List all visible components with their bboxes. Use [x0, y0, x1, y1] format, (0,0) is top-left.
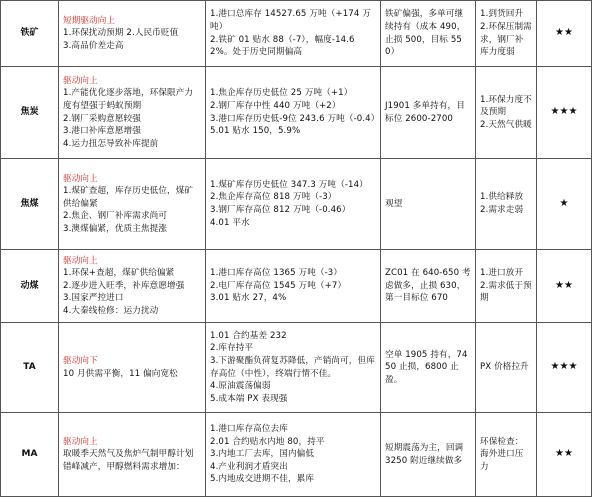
- data-line: 2.焦企库存高位 818 万吨（-3）: [210, 192, 337, 203]
- logic-cell: [59, 323, 206, 413]
- data-line: 1.煤矿库存历史低位 347.3 万吨（-14）: [210, 179, 368, 190]
- logic-cell: [59, 413, 206, 497]
- logic-line: 1.产能优化逐步落地，环保限产力度有望强于蚂蚁预期: [63, 88, 194, 111]
- logic-line: 3.港口补库意愿增强: [63, 126, 141, 137]
- position-line: ZC01 在 640-650 考虑做多，止损 630，第一目标位 670: [385, 268, 471, 304]
- rating-stars: ★★★: [537, 67, 592, 159]
- risk-line: 1.到货回升: [480, 9, 524, 20]
- risk-line: 2.环保压制需求，钢厂补库力度弱: [480, 21, 532, 58]
- risk-line: 1.进口放开: [480, 268, 524, 279]
- data-line: 3.港口库存历史低-9位 243.6 万吨（-0.4）: [210, 113, 380, 124]
- risk-cell: [476, 250, 537, 323]
- logic-line: 3.澳煤偏紧，优质主焦提涨: [63, 223, 168, 234]
- position-line: 铁矿偏强，多单可继续持有（成本 490，止损 500，目标 550）: [385, 9, 466, 58]
- data-line: 1.01 合约基差 232: [210, 330, 287, 341]
- logic-line: 3.高品价差走高: [63, 40, 124, 51]
- commodity-name: 焦煤: [1, 159, 59, 250]
- risk-line: 2.需求低于预期: [480, 280, 532, 304]
- data-line: 4.产业利润才盾突出: [210, 461, 288, 472]
- risk-line: 2.天然气供暖: [480, 119, 532, 130]
- rating-stars: ★★: [537, 250, 592, 323]
- data-line: 1.港口总库存 14527.65 万吨（+174 万吨）: [210, 9, 371, 32]
- position-cell: [381, 159, 476, 250]
- data-line: 1.港口库存高位 1365 万吨（-3）: [210, 268, 343, 279]
- logic-line: 取暖季天然气及焦炉气制甲醇计划错峰减产，甲醇燃料需求增加：: [63, 449, 194, 472]
- position-cell: [381, 67, 476, 159]
- logic-cell: [59, 159, 206, 250]
- data-cell: [206, 323, 381, 413]
- table-row: [1, 67, 592, 159]
- risk-line: 2.需求走弱: [480, 205, 524, 215]
- logic-line: 3.国家严控进口: [63, 293, 124, 304]
- logic-cell: [59, 250, 206, 323]
- table-row: [1, 159, 592, 250]
- table-row: [1, 250, 592, 323]
- data-line: 1.焦企库存历史低位 25 万吨（+1）: [210, 88, 353, 99]
- risk-cell: [476, 413, 537, 497]
- driver-direction: 驱动向上: [63, 173, 98, 184]
- risk-cell: [476, 323, 537, 413]
- data-line: 3.01 贴水 27，4%: [210, 293, 287, 304]
- driver-direction: 驱动向上: [63, 255, 98, 266]
- rating-stars: ★★: [537, 413, 592, 497]
- data-line: 1.港口库存高位去库: [210, 424, 288, 435]
- data-line: 2.铁矿 01 贴水 88（-7），幅度-14.62%。处于历史同期偏高: [210, 34, 355, 58]
- risk-cell: [476, 1, 537, 67]
- data-cell: [206, 159, 381, 250]
- data-line: 3.内地工厂去库，国内偏低: [210, 449, 315, 460]
- rating-stars: ★★★: [537, 323, 592, 413]
- position-line: 短期震荡为主，回调 3250 附近继续做多: [385, 442, 467, 466]
- logic-line: 1.环保扰动预期 2.人民币贬值: [63, 28, 179, 39]
- risk-line: 1.环保力度不及预期: [480, 94, 532, 118]
- table-row: [1, 323, 592, 413]
- logic-line: 2.逐步进入旺季，补库意愿增强: [63, 280, 185, 291]
- logic-line: 1.煤矿查超，库存历史低位，煤矿供给偏紧: [63, 186, 194, 209]
- data-line: 5.内地成交进期不佳，累库: [210, 474, 315, 485]
- position-line: J1901 多单持有，目标位 2600-2700: [385, 100, 465, 124]
- risk-line: 1.供给释放: [480, 192, 524, 203]
- logic-line: 1.环保+查超，煤矿供给偏紧: [63, 268, 175, 279]
- rating-stars: ★: [537, 159, 592, 250]
- rating-stars: ★★: [537, 1, 592, 67]
- risk-line: PX 价格拉升: [480, 362, 529, 373]
- table-row: [1, 413, 592, 497]
- position-line: 观望: [385, 198, 403, 209]
- logic-cell: [59, 67, 206, 159]
- data-cell: [206, 1, 381, 67]
- data-line: 4.01 平水: [210, 217, 250, 228]
- logic-line: 4.运力扭怎导致补库提前: [63, 138, 159, 149]
- data-cell: [206, 67, 381, 159]
- position-line: 空单 1905 持有，7450 止损，6800 止盈。: [385, 349, 468, 385]
- commodity-name: MA: [1, 413, 59, 497]
- driver-direction: 驱动向上: [63, 75, 98, 86]
- driver-direction: 短期驱动向上: [63, 15, 116, 26]
- data-line: 2.库存持平: [210, 343, 254, 354]
- data-line: 4.原油震荡偏弱: [210, 381, 271, 392]
- commodity-name: TA: [1, 323, 59, 413]
- commodity-name: 铁矿: [1, 1, 59, 67]
- data-line: 5.01 贴水 150，5.9%: [210, 126, 301, 137]
- driver-direction: 驱动向上: [63, 436, 98, 447]
- data-cell: [206, 413, 381, 497]
- data-line: 5.成本端 PX 表现强: [210, 393, 288, 404]
- risk-cell: [476, 67, 537, 159]
- position-cell: [381, 323, 476, 413]
- data-line: 2.钢厂库存中性 440 万吨（+2）: [210, 100, 341, 111]
- position-cell: [381, 1, 476, 67]
- logic-line: 10 月供需平衡，11 偏向宽松: [63, 368, 178, 379]
- risk-line: 环保检查：海外进口压力: [480, 436, 524, 472]
- logic-line: 2.钢厂采购意愿较强: [63, 113, 141, 124]
- logic-line: 2.焦企、钢厂补库需求尚可: [63, 211, 168, 222]
- commodity-name: 焦炭: [1, 67, 59, 159]
- position-cell: [381, 250, 476, 323]
- risk-cell: [476, 159, 537, 250]
- data-line: 2.电厂库存高位 1545 万吨（+7）: [210, 280, 347, 291]
- logic-line: 4.大秦线检修：运力扰动: [63, 305, 159, 316]
- data-line: 2.01 合约贴水内地 80，持平: [210, 436, 325, 447]
- data-cell: [206, 250, 381, 323]
- data-line: 3.下游聚酯负荷复苏降低，产销尚可，但库存高位（中性），终端行情不佳。: [210, 355, 375, 379]
- logic-cell: [59, 1, 206, 67]
- data-line: 3.钢厂库存高位 812 万吨（-0.46）: [210, 205, 351, 215]
- position-cell: [381, 413, 476, 497]
- table-row: [1, 1, 592, 67]
- commodity-name: 动煤: [1, 250, 59, 323]
- driver-direction: 驱动向下: [63, 355, 98, 366]
